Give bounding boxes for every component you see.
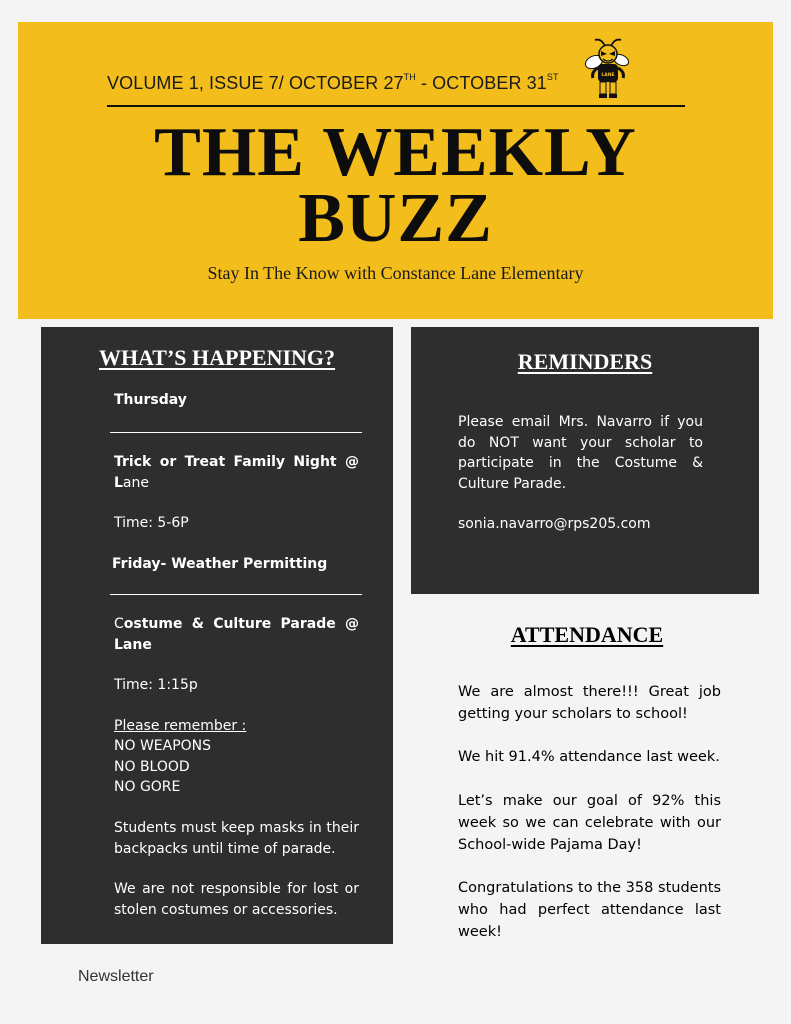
please-remember-label: Please remember : [114,718,247,734]
divider-friday [110,594,362,595]
whats-happening-heading: WHAT’S HAPPENING? [98,345,336,370]
day-friday: Friday- Weather Permitting [112,556,328,572]
rule-item: NO BLOOD [114,758,190,775]
divider-thursday [110,432,362,433]
event2-time: Time: 1:15p [114,677,198,693]
issue-line: VOLUME 1, ISSUE 7/ OCTOBER 27TH - OCTOBER 31ST [107,72,559,93]
contact-email-link[interactable]: sonia.navarro@rps205.com [458,516,651,532]
event-costume-parade: Costume & Culture Parade @ Lane [114,616,359,653]
header-divider [107,105,685,107]
rules-list [114,736,359,798]
event-trick-or-treat: Trick or Treat Family Night @ Lane [114,454,359,491]
reminders-heading: REMINDERS [517,349,653,374]
attendance-heading: ATTENDANCE [510,622,664,647]
attendance-paragraph-1: We are almost there!!! Great job getting your scholars to school! [458,684,721,722]
attendance-paragraph-3: Let’s make our goal of 92% this week so we can celebrate with our School-wide Pajama Day! [458,793,721,853]
reminders-text: Please email Mrs. Navarro if you do NOT want your scholar to participate in the Costume & Culture Parade. [458,414,703,492]
attendance-paragraph-4: Congratulations to the 358 students who had perfect attendance last week! [458,880,721,940]
attendance-paragraph-2: We hit 91.4% attendance last week. [458,749,720,765]
masks-note: Students must keep masks in their backpacks until time of parade. [114,820,359,857]
whats-happening-panel [41,327,393,944]
yellow-jacket-mascot-icon [583,38,631,102]
day-thursday: Thursday [114,392,187,408]
event1-time: Time: 5-6P [114,515,189,531]
tagline: Stay In The Know with Constance Lane Elementary [207,263,584,283]
rule-item: NO WEAPONS [114,738,212,754]
responsibility-note: We are not responsible for lost or stolen costumes or accessories. [114,881,359,918]
footer-label: Newsletter [78,968,154,985]
newsletter-title: THE WEEKLY BUZZ [154,114,637,257]
reminders-panel [411,327,759,594]
newsletter-header [18,22,773,319]
rule-item: NO GORE [114,779,181,795]
svg-text:LANE: LANE [601,73,615,78]
